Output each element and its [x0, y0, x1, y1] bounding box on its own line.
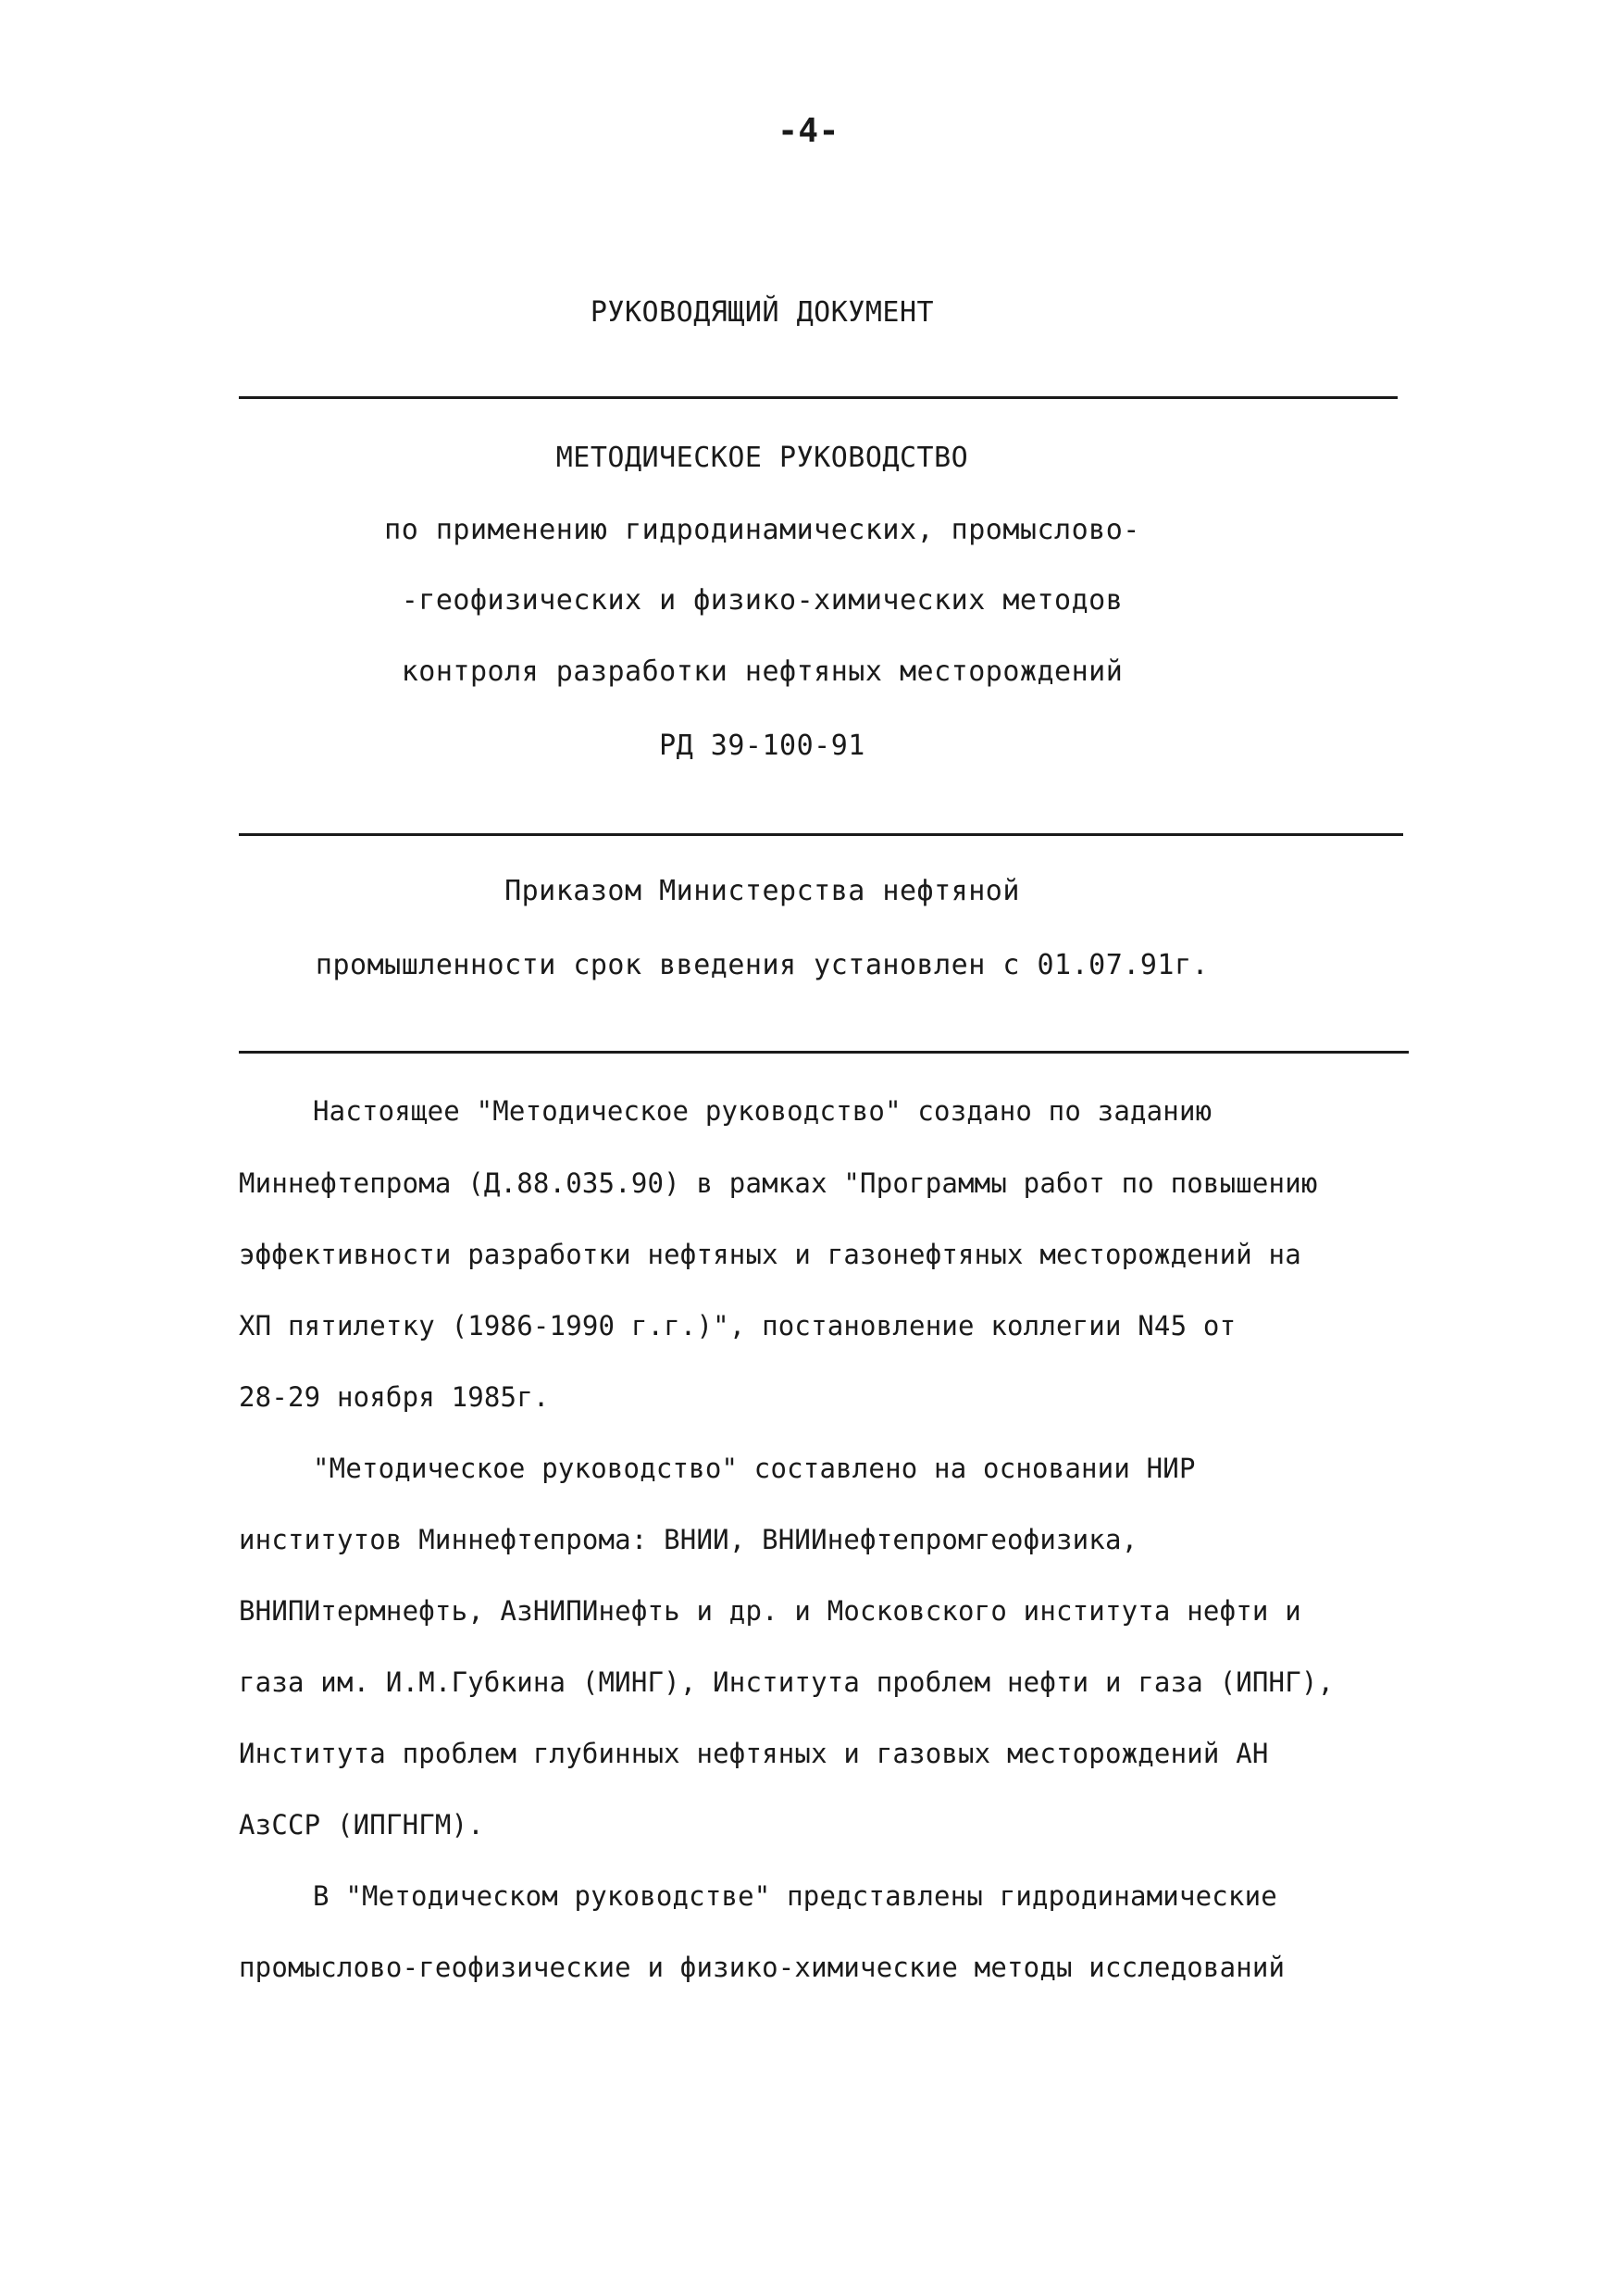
paragraph-1-line-1: Настоящее "Методическое руководство" создано по заданию — [313, 1095, 1213, 1127]
document-title: МЕТОДИЧЕСКОЕ РУКОВОДСТВО — [555, 442, 969, 474]
paragraph-1-line-2: Миннефтепрома (Д.88.035.90) в рамках "Программы работ по повышению — [239, 1167, 1318, 1199]
paragraph-1-line-4: ХП пятилетку (1986-1990 г.г.)", постановление коллегии N45 от — [239, 1310, 1237, 1341]
divider-2 — [239, 833, 1403, 836]
paragraph-1-line-3: эффективности разработки нефтяных и газонефтяных месторождений на — [239, 1239, 1301, 1270]
order-line-2: промышленности срок введения установлен с 01.07.91г. — [315, 949, 1210, 981]
divider-3 — [239, 1051, 1409, 1054]
divider-1 — [239, 396, 1398, 399]
document-code: РД 39-100-91 — [659, 730, 865, 762]
paragraph-2-line-5: Института проблем глубинных нефтяных и газовых месторождений АН — [239, 1738, 1269, 1769]
document-type-heading: РУКОВОДЯЩИЙ ДОКУМЕНТ — [590, 296, 935, 329]
paragraph-2-line-4: газа им. И.М.Губкина (МИНГ), Института проблем нефти и газа (ИПНГ), — [239, 1666, 1335, 1698]
title-line-3: контроля разработки нефтяных месторождений — [401, 655, 1124, 688]
paragraph-3-line-1: В "Методическом руководстве" представлены гидродинамические — [313, 1880, 1277, 1912]
title-line-1: по применению гидродинамических, промыслово- — [384, 514, 1140, 546]
page-number: -4- — [777, 112, 840, 150]
paragraph-2-line-2: институтов Миннефтепрома: ВНИИ, ВНИИнефтепромгеофизика, — [239, 1524, 1138, 1555]
paragraph-2-line-1: "Методическое руководство" составлено на основании НИР — [313, 1453, 1196, 1484]
paragraph-2-line-3: ВНИПИтермнефть, АзНИПИнефть и др. и Московского института нефти и — [239, 1595, 1301, 1627]
paragraph-2-line-6: АзССР (ИПГНГМ). — [239, 1809, 484, 1841]
title-line-2: -геофизических и физико-химических методов — [401, 584, 1124, 617]
paragraph-1-line-5: 28-29 ноября 1985г. — [239, 1381, 550, 1413]
order-line-1: Приказом Министерства нефтяной — [504, 875, 1020, 907]
paragraph-3-line-2: промыслово-геофизические и физико-химические методы исследований — [239, 1952, 1286, 1983]
